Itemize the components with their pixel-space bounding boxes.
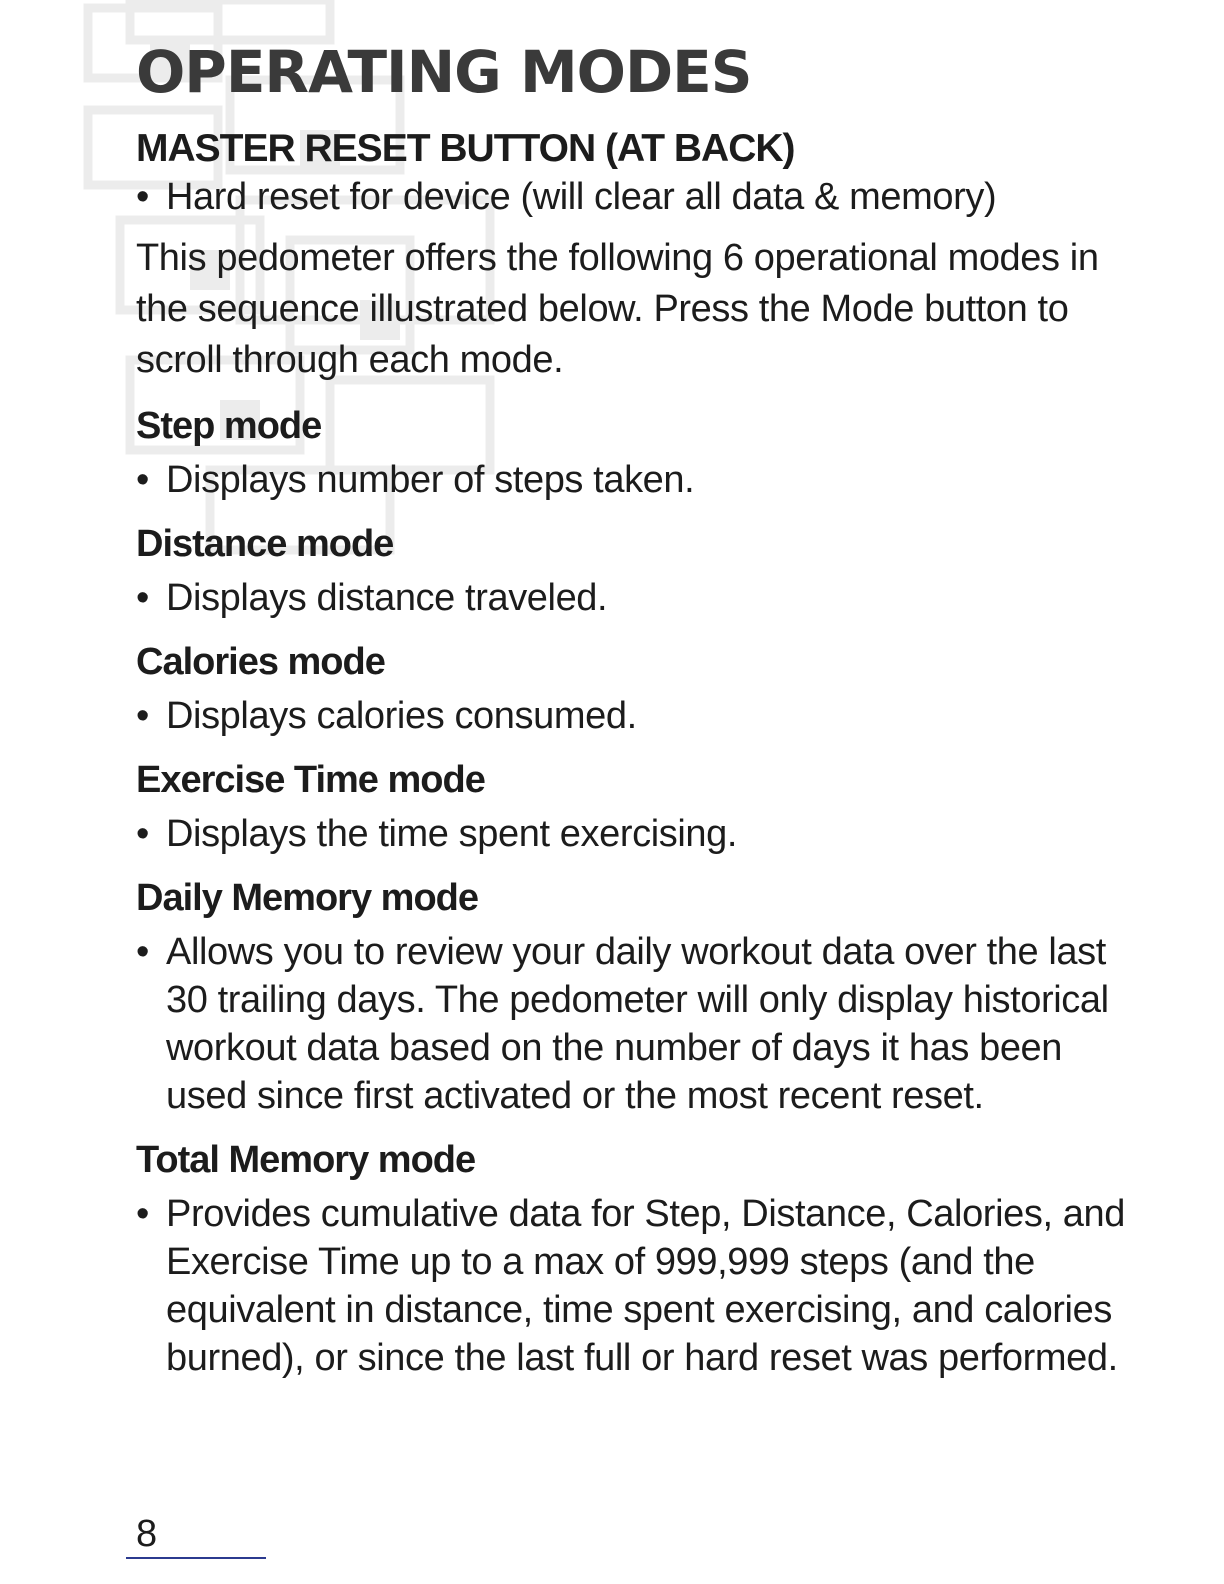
mode-daily-memory bbox=[136, 872, 1146, 1120]
page-content bbox=[136, 38, 1146, 1382]
mode-heading: Total Memory mode bbox=[136, 1139, 476, 1182]
mode-description: • Provides cumulative data for Step, Distance, Calories, and Exercise Time up to a max of 999,999 steps (and the equivalent in distance, time spent exercising, and calories burned), or since the last full or hard reset was performed. bbox=[136, 1190, 1146, 1382]
master-reset-bullet: • Hard reset for device (will clear all data & memory) bbox=[136, 173, 1146, 221]
page-number: 8 bbox=[136, 1513, 158, 1555]
mode-step bbox=[136, 400, 1146, 504]
mode-description: • Displays number of steps taken. bbox=[136, 456, 1146, 504]
mode-description: • Displays the time spent exercising. bbox=[136, 810, 1146, 858]
mode-calories bbox=[136, 636, 1146, 740]
mode-heading: Calories mode bbox=[136, 641, 385, 684]
mode-heading: Daily Memory mode bbox=[136, 877, 478, 920]
master-reset-heading: MASTER RESET BUTTON (AT BACK) bbox=[136, 127, 795, 171]
mode-heading: Exercise Time mode bbox=[136, 759, 485, 802]
mode-heading: Step mode bbox=[136, 405, 322, 448]
mode-distance bbox=[136, 518, 1146, 622]
master-reset-section bbox=[136, 126, 1146, 221]
intro-paragraph: This pedometer offers the following 6 operational modes in the sequence illustrated below. Press the Mode button to scroll through each mode. bbox=[136, 237, 1099, 382]
mode-exercise-time bbox=[136, 754, 1146, 858]
mode-total-memory bbox=[136, 1134, 1146, 1382]
mode-description: • Displays distance traveled. bbox=[136, 574, 1146, 622]
page-number-rule bbox=[126, 1557, 266, 1559]
page-title: OPERATING MODES bbox=[136, 38, 752, 106]
mode-heading: Distance mode bbox=[136, 523, 394, 566]
mode-description: • Allows you to review your daily workout data over the last 30 trailing days. The pedometer will only display historical workout data based on the number of days it has been used since first activated or the most recent reset. bbox=[136, 928, 1146, 1120]
mode-description: • Displays calories consumed. bbox=[136, 692, 1146, 740]
